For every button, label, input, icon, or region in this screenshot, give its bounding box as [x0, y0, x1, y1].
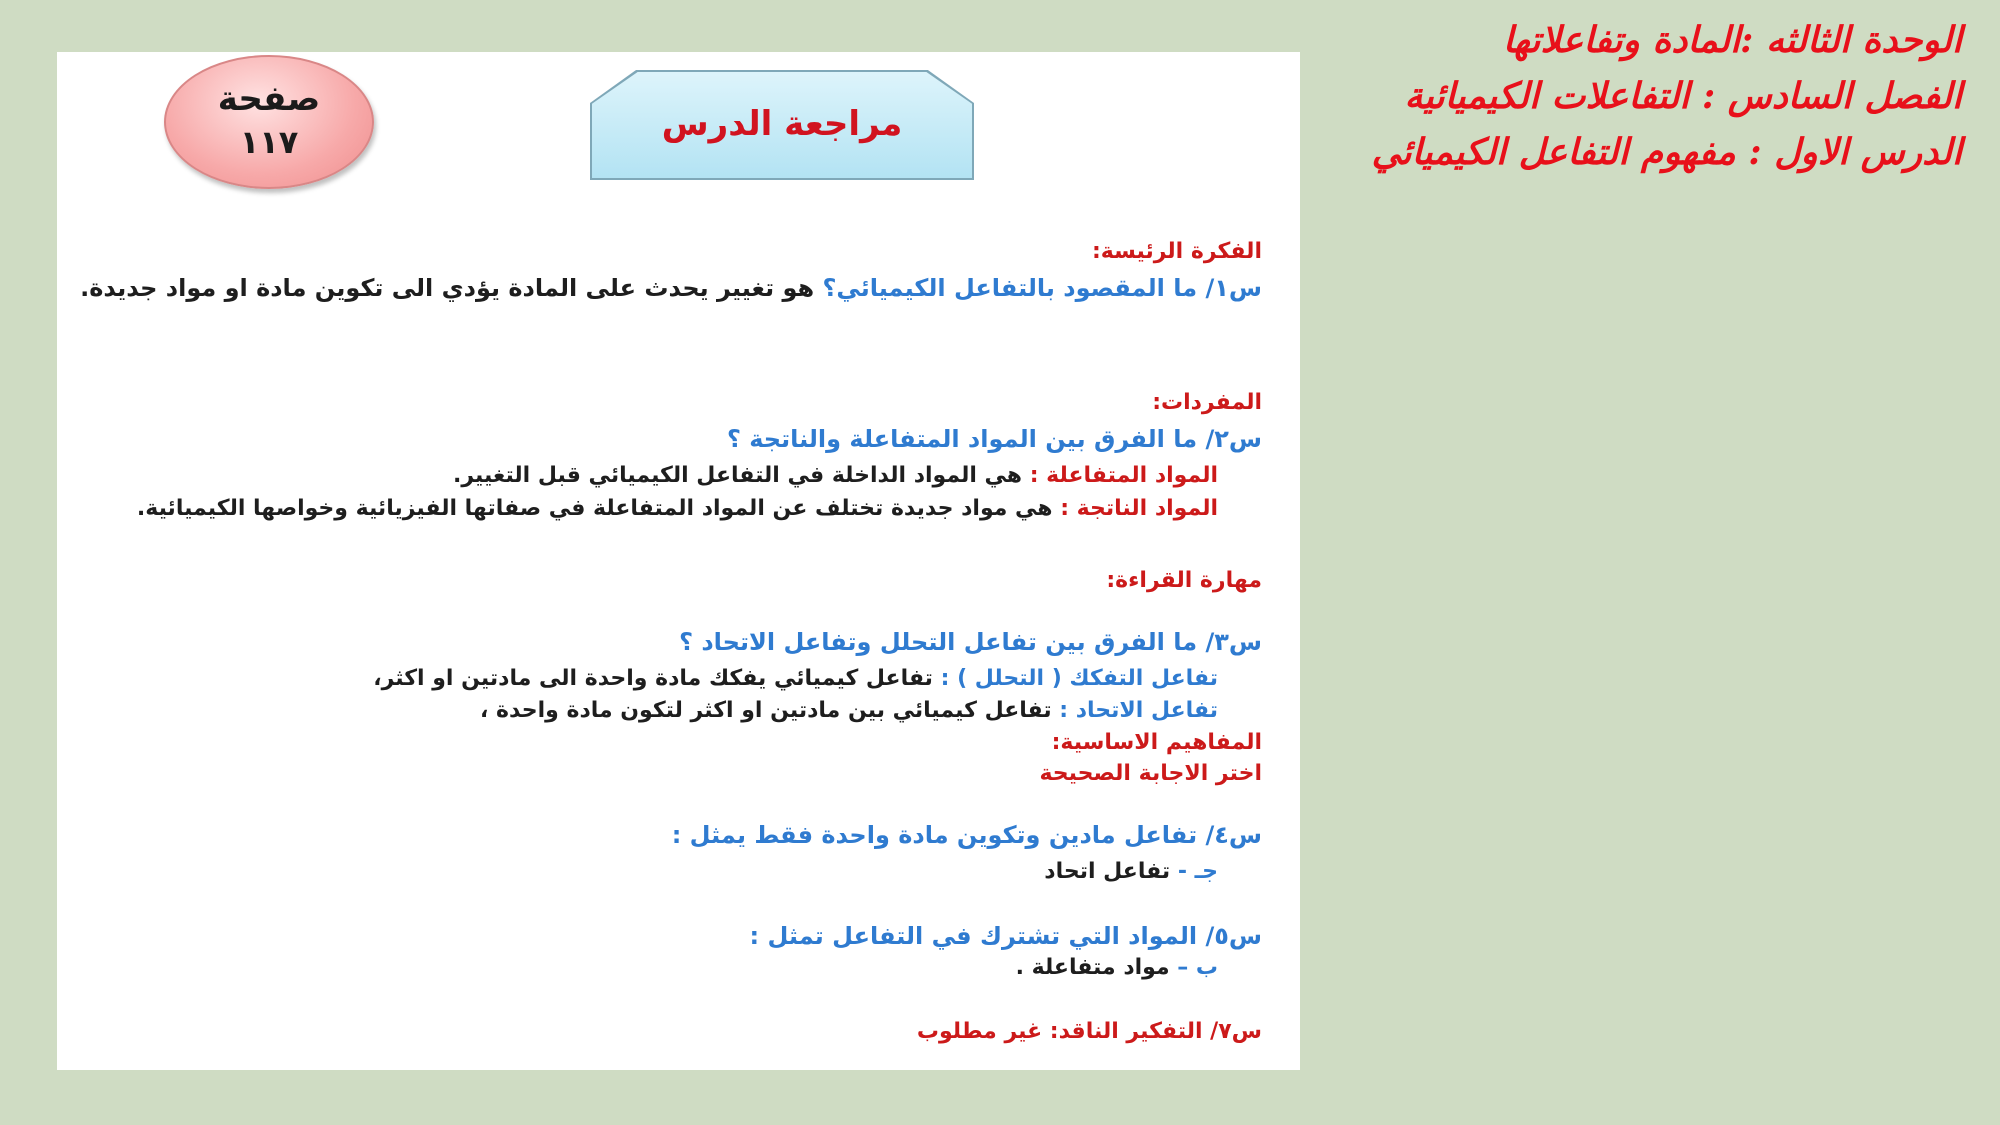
question-5-answer [1016, 953, 1218, 983]
reactants-term: المواد المتفاعلة : [1022, 463, 1218, 488]
chapter-title: الفصل السادس : التفاعلات الكيميائية [1404, 75, 1962, 117]
products-definition [137, 494, 1218, 524]
decomposition-def: تفاعل كيميائي يفكك مادة واحدة الى مادتين او اكثر، [373, 666, 933, 691]
question-1-text: س١/ ما المقصود بالتفاعل الكيميائي؟ [822, 274, 1262, 302]
synthesis-definition [480, 696, 1218, 726]
page-label: صفحة [217, 79, 321, 119]
page-number: ١١٧ [239, 123, 299, 161]
basic-concepts-heading: المفاهيم الاساسية: [1051, 730, 1262, 755]
reactants-def: هي المواد الداخلة في التفاعل الكيميائي قبل التغيير. [453, 463, 1023, 488]
answer-5-text: مواد متفاعلة . [1015, 955, 1170, 980]
answer-5-letter: ب – [1169, 955, 1218, 980]
synthesis-term: تفاعل الاتحاد : [1051, 698, 1218, 723]
decomposition-term: تفاعل التفكك ( التحلل ) : [932, 666, 1218, 691]
question-7-text: س٧/ التفكير الناقد: غير مطلوب [916, 1019, 1262, 1044]
lesson-review-card [57, 52, 1300, 1070]
reading-skill-heading: مهارة القراءة: [1106, 568, 1262, 593]
banner-title: مراجعة الدرس [661, 104, 903, 144]
synthesis-def: تفاعل كيميائي بين مادتين او اكثر لتكون مادة واحدة ، [480, 698, 1052, 723]
question-4-answer [1044, 857, 1218, 887]
answer-4-letter: جـ - [1170, 859, 1218, 884]
question-5-text: س٥/ المواد التي تشترك في التفاعل تمثل : [749, 922, 1262, 950]
vocabulary-heading: المفردات: [1152, 390, 1262, 415]
question-1 [80, 273, 1262, 303]
products-def: هي مواد جديدة تختلف عن المواد المتفاعلة في صفاتها الفيزيائية وخواصها الكيميائية. [136, 496, 1053, 521]
decomposition-definition [373, 664, 1218, 694]
question-4-text: س٤/ تفاعل مادين وتكوين مادة واحدة فقط يمثل : [671, 821, 1262, 849]
slide-title [1242, 12, 1962, 180]
question-3-text: س٣/ ما الفرق بين تفاعل التحلل وتفاعل الاتحاد ؟ [679, 628, 1262, 656]
choose-answer-instruction: اختر الاجابة الصحيحة [1039, 761, 1262, 786]
page-number-badge [164, 55, 374, 189]
unit-title: الوحدة الثالثه :المادة وتفاعلاتها [1502, 19, 1962, 61]
products-term: المواد الناتجة : [1052, 496, 1218, 521]
question-1-answer: هو تغيير يحدث على المادة يؤدي الى تكوين مادة او مواد جديدة. [80, 274, 823, 302]
main-idea-heading: الفكرة الرئيسة: [1091, 239, 1262, 264]
question-2-text: س٢/ ما الفرق بين المواد المتفاعلة والناتجة ؟ [726, 425, 1262, 453]
lesson-title: الدرس الاول : مفهوم التفاعل الكيميائي [1371, 131, 1962, 173]
reactants-definition [453, 461, 1218, 491]
answer-4-text: تفاعل اتحاد [1044, 859, 1171, 884]
